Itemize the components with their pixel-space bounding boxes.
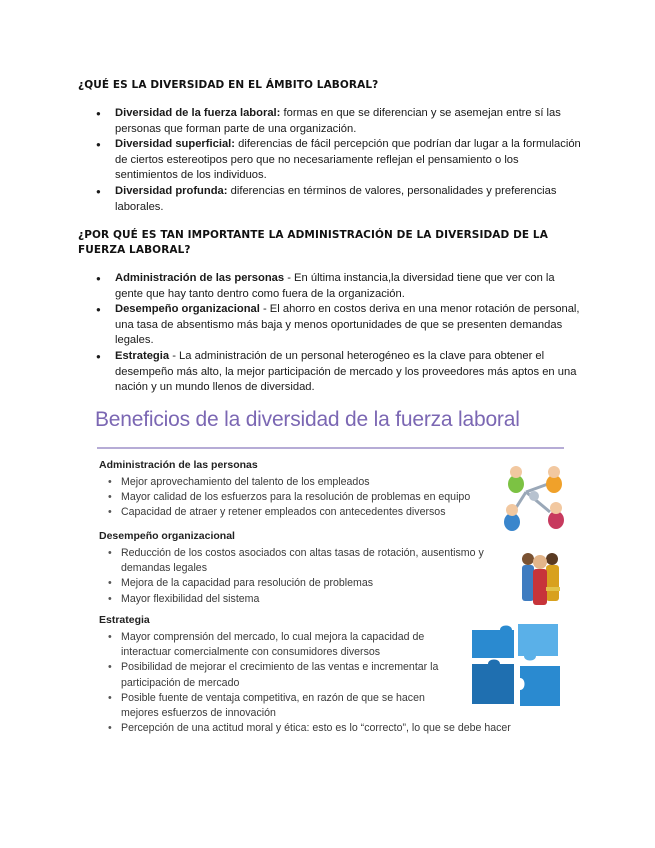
definition: diferencias en términos de valores, personalidades y preferencias laborales. (115, 184, 557, 213)
list-tipos-diversidad (78, 106, 583, 215)
list-item: • Mayor comprensión del mercado, lo cual mejora la capacidad de interactuar comercialmente con consumidores diversos (99, 630, 459, 660)
term: Diversidad de la fuerza laboral: (115, 107, 281, 119)
list-desempeno (99, 546, 519, 607)
section-title-desempeno: Desempeño organizacional (99, 530, 235, 542)
definition: diferencias de fácil percepción que podrían dar lugar a la formulación de ciertos estereotipos pero que no necesariamente reflejan el pensamiento o los sentimientos de los individuos. (115, 138, 581, 182)
list-item: • Mejor aprovechamiento del talento de los empleados (99, 475, 519, 490)
term: Desempeño organizacional (115, 303, 260, 316)
list-item: • Mayor flexibilidad del sistema (99, 592, 519, 607)
term: Diversidad superficial: (115, 138, 235, 151)
list-item (78, 349, 583, 396)
heading-por-que-importante: ¿POR QUÉ ES TAN IMPORTANTE LA ADMINISTRACIÓN DE LA DIVERSIDAD DE LA FUERZA LABORAL? (78, 229, 548, 256)
slide-title: Beneficios de la diversidad de la fuerza laboral (95, 408, 520, 431)
term: Administración de las personas (115, 272, 285, 284)
list-item: • Percepción de una actitud moral y ética: esto es lo “correcto”, lo que se debe hacer (99, 721, 561, 736)
list-item: • Posible fuente de ventaja competitiva, en razón de que se hacen mejores esfuerzos de innovación (99, 691, 459, 721)
list-item (78, 271, 583, 302)
definition: - La administración de un personal heterogéneo es la clave para obtener el desempeño más alto, la mejor participación de mercado y los proveedores más aptos en una nación y un mundo llenos de diversidad. (115, 349, 577, 394)
term: Diversidad profunda: (115, 184, 228, 197)
list-item (78, 106, 583, 137)
term: Estrategia (115, 349, 170, 362)
puzzle-icon (470, 622, 562, 708)
list-item (78, 184, 583, 215)
list-item: • Mejora de la capacidad para resolución de problemas (99, 576, 519, 591)
people-group-icon (520, 549, 562, 607)
list-item: • Capacidad de atraer y retener empleados con antecedentes diversos (99, 505, 519, 520)
list-item: • Posibilidad de mejorar el crecimiento de las ventas e incrementar la participación de mercado (99, 660, 459, 690)
definition: - El ahorro en costos deriva en una menor rotación de personal, una tasa de absentismo más baja y menos oportunidades de que se presenten demandas legales. (115, 303, 580, 347)
list-item: • Reducción de los costos asociados con altas tasas de rotación, ausentismo y demandas legales (99, 546, 519, 576)
title-divider (97, 447, 564, 449)
definition: formas en que se diferencian y se asemejan entre sí las personas que forman parte de una organización. (115, 107, 561, 135)
section-title-estrategia: Estrategia (99, 614, 150, 626)
heading-que-es-diversidad: ¿QUÉ ES LA DIVERSIDAD EN EL ÁMBITO LABORAL? (78, 79, 379, 91)
list-item (78, 302, 583, 349)
list-razones-importancia (78, 271, 583, 396)
section-title-administracion: Administración de las personas (99, 459, 258, 471)
list-item (78, 137, 583, 184)
people-network-icon (498, 462, 570, 536)
definition: - En última instancia,la diversidad tiene que ver con la gente que hay tanto dentro como fuera de la organización. (115, 272, 555, 300)
list-administracion (99, 475, 519, 521)
list-estrategia (99, 630, 511, 736)
list-item: • Mayor calidad de los esfuerzos para la resolución de problemas en equipo (99, 490, 519, 505)
